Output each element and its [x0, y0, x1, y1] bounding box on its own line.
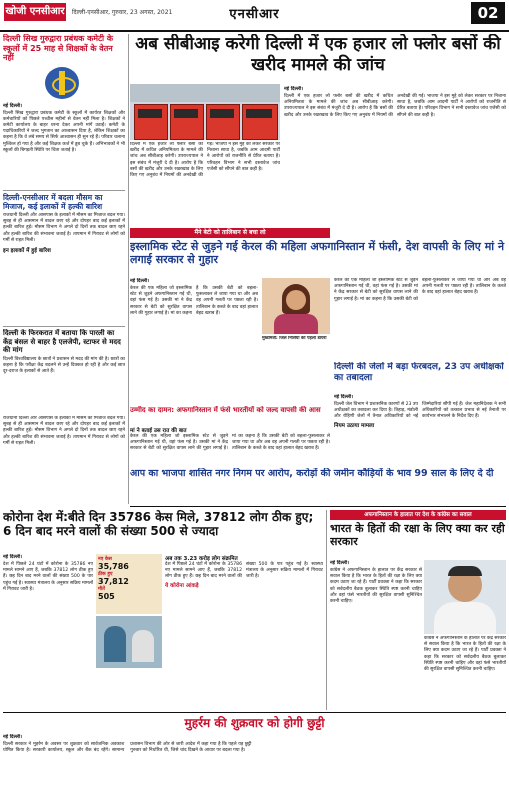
- covid-stat-value-1: 35,786: [98, 562, 129, 571]
- story-posting-subhead: नियम उठाया मामला: [334, 422, 375, 429]
- story-afghan-headline-block: [330, 522, 506, 558]
- woman-portrait-photo: [262, 278, 330, 334]
- story-covid-headline-block: [3, 510, 323, 552]
- section-title: एनसीआर: [229, 7, 280, 22]
- story-posting-headline-block: [334, 362, 506, 392]
- covid-stat-value-3: 505: [98, 592, 115, 601]
- story-afghan-banner: अफगानिस्तान के हालात पर देश के कांग्रेस का सवाल: [330, 510, 506, 520]
- story-weather-body-continued: राजधानी दिल्ली और आसपास के इलाकों में मौसम का मिजाज बदल गया। सुबह से ही आसमान में बादल छाए रहे और दोपहर बाद कई इलाकों में हल्की बारिश हुई। मौसम विभाग ने अगले दो दिनों तक बादल छाए रहने और हल्की बारिश की संभावना जताई है। तापमान में गिरावट से लोगों को गर्मी से राहत मिली।: [3, 416, 125, 446]
- politician-portrait-photo: [424, 560, 506, 634]
- story-muharram-headline: मुहर्रम की शुक्रवार को होगी छुट्टी: [184, 716, 325, 730]
- story-kerala-body-right: [334, 278, 506, 360]
- newspaper-logo: खोजी एनसीआर: [4, 3, 66, 21]
- story-kerala-caption: मुख्यमंत्री: जिले निशिया की पहला डायरी: [262, 336, 327, 341]
- story-student-headline: दिल्ली के फिरकरात में बताया कि पारली का केंद्र बंसल से बाहर है एलजेपी, स्टाफर से मदद की मांग: [3, 329, 121, 354]
- page-number: 02: [471, 2, 505, 24]
- story-covid-body-block: [3, 554, 93, 714]
- masthead: [0, 0, 509, 32]
- story-kerala-subhead: उम्मीद का दामन: अफगानिस्तान में फंसे भारतीयों को जल्द वापसी की आस: [130, 406, 321, 414]
- story-covid-byline: नई दिल्ली।: [3, 555, 22, 560]
- story-afghan-headline: भारत के हितों की रक्षा के लिए क्या कर रही सरकार: [330, 522, 505, 548]
- bus-depot-photo: [130, 84, 280, 140]
- story-weather-subhead: इन इलाकों में हुई बारिश: [3, 248, 51, 255]
- story-covid-subhead2: ये कोरोना आंकड़े: [165, 582, 199, 589]
- story-kerala-subhead-block: [130, 406, 330, 424]
- story-kerala-body-continued: केरल की एक महिला जो इस्लामिक स्टेट से जुड़ने अफगानिस्तान गई थी, वहां फंस गई है। उसकी मां ने केंद्र सरकार से बेटी को सुरक्षित वापस लाने की गुहार लगाई है। मां का कहना है कि उसकी बेटी को बहला-फुसलाकर ले जाया गया था और अब वह अपनी गलती पर पछता रही है। तालिबान के कब्जे के बाद वहां हालात बेहद खराब हैं।: [334, 278, 506, 302]
- story-teachers-photo: [3, 65, 125, 101]
- story-bus-byline: नई दिल्ली।: [284, 87, 303, 92]
- story-kerala-headline: इस्लामिक स्टेट से जुड़ने गई केरल की महिला अफगानिस्तान में फंसी, देश वापसी के लिए मां ने लगाई सरकार से गुहार: [130, 240, 505, 266]
- story-afghan-byline: नई दिल्ली।: [330, 561, 349, 566]
- covid-stat-label-1: नए केस: [98, 557, 112, 562]
- story-afghan-body: कांग्रेस ने अफगानिस्तान के हालात पर केंद्र सरकार से सवाल किया है कि भारत के हितों की रक्षा के लिए क्या कदम उठाए जा रहे हैं। पार्टी प्रवक्ता ने कहा कि सरकार को सर्वदलीय बैठक बुलाकर स्थिति स्पष्ट करनी चाहिए और वहां फंसे भारतीयों की सुरक्षित वापसी सुनिश्चित करनी चाहिए।: [330, 568, 422, 605]
- story-student-body: दिल्ली विश्वविद्यालय के छात्रों ने प्रशासन से मदद की मांग की है। छात्रों का कहना है कि परीक्षा केंद्र बदलने से उन्हें दिक्कत हो रही है और कई छात्र दूर-दराज के इलाकों से आते हैं।: [3, 356, 125, 374]
- story-bus-headline-block: [130, 34, 506, 84]
- story-bus-body: दिल्ली में एक हजार लो फ्लोर बसों की खरीद में कथित अनियमितता के मामले की जांच अब सीबीआइ करेगी। उपराज्यपाल ने इस संबंध में मंजूरी दे दी है। आरोप है कि बसों की खरीद और उनके रखरखाव के लिए किए गए अनुबंध में नियमों की अनदेखी की गई। भाजपा ने इस मुद्दे को लेकर सरकार पर निशाना साधा है, जबकि आम आदमी पार्टी ने आरोपों को राजनीति से प्रेरित बताया है। परिवहन विभाग ने सभी दस्तावेज जांच एजेंसी को सौंपने की बात कही है।: [284, 94, 506, 118]
- covid-stats-box: [96, 554, 162, 614]
- story-kerala-lower-body: केरल की एक महिला जो इस्लामिक स्टेट से जुड़ने अफगानिस्तान गई थी, वहां फंस गई है। उसकी मां ने केंद्र सरकार से बेटी को सुरक्षित वापस लाने की गुहार लगाई है। मां का कहना है कि उसकी बेटी को बहला-फुसलाकर ले जाया गया था और अब वह अपनी गलती पर पछता रही है। तालिबान के कब्जे के बाद वहां हालात बेहद खराब हैं।: [130, 434, 330, 452]
- story-weather-headline: दिल्ली-एनसीआर में बदला मौसम का मिजाज, कई इलाकों में हल्की बारिश: [3, 193, 103, 211]
- khanda-emblem-icon: [45, 67, 79, 99]
- story-afghan-body-continued: कांग्रेस ने अफगानिस्तान के हालात पर केंद्र सरकार से सवाल किया है कि भारत के हितों की रक्षा के लिए क्या कदम उठाए जा रहे हैं। पार्टी प्रवक्ता ने कहा कि सरकार को सर्वदलीय बैठक बुलाकर स्थिति स्पष्ट करनी चाहिए और वहां फंसे भारतीयों की सुरक्षित वापसी सुनिश्चित करनी चाहिए।: [424, 636, 506, 673]
- dateline: दिल्ली-एनसीआर, गुरुवार, 23 अगस्त, 2021: [72, 9, 173, 16]
- story-covid-body-continued: देश में पिछले 24 घंटों में कोरोना के 35786 नए मामले सामने आए हैं, जबकि 37812 लोग ठीक हुए हैं। छह दिन बाद मरने वालों की संख्या 500 के पार पहुंच गई है। स्वास्थ्य मंत्रालय के अनुसार सक्रिय मामलों में गिरावट जारी है।: [165, 562, 323, 580]
- story-bjp-headline: आप का भाजपा शासित नगर निगम पर आरोप, करोड़ों की जमीन कौड़ियों के भाव 99 साल के लिए दे दी: [130, 468, 494, 479]
- story-bus-body-left: [130, 142, 280, 226]
- story-teachers-headline: दिल्ली सिख गुरुद्वारा प्रबंधक कमेटी के स्कूलों में 25 माह से शिक्षकों के वेतन नहीं: [3, 34, 114, 62]
- story-bus-body-block: [284, 86, 506, 226]
- story-weather-extra: [3, 416, 125, 504]
- story-kerala-banner: मैंने बेटी को तालिबान से बचा लो: [130, 228, 330, 238]
- story-teachers: [3, 34, 125, 189]
- story-teachers-byline: नई दिल्ली।: [3, 103, 22, 109]
- story-bus-headline: अब सीबीआइ करेगी दिल्ली में एक हजार लो फ्लोर बसों की खरीद मामले की जांच: [135, 34, 501, 75]
- story-kerala-subhead2: मां ने बताई उस रात की बात: [130, 428, 187, 434]
- vaccination-photo: [96, 616, 162, 668]
- story-covid-headline: कोरोना देश में:बीते दिन 35786 केस मिले, 37812 लोग ठीक हुए; 6 दिन बाद मरने वालों की संख्या 500 से ज्यादा: [3, 510, 314, 538]
- story-afghan-body-block: [330, 560, 422, 710]
- story-kerala-caption-block: [262, 336, 330, 352]
- covid-stat-value-2: 37,812: [98, 577, 129, 586]
- story-muharram-headline-block: [3, 716, 506, 732]
- covid-stat-label-2: ठीक हुए: [98, 572, 113, 577]
- story-bjp-headline-block: [130, 468, 506, 506]
- covid-stat-label-3: मौतें: [98, 587, 105, 592]
- story-posting-byline: नई दिल्ली।: [334, 395, 353, 400]
- story-muharram-byline: नई दिल्ली।: [3, 735, 22, 740]
- story-teachers-body: दिल्ली सिख गुरुद्वारा प्रबंधक कमेटी के स्कूलों में कार्यरत शिक्षकों और कर्मचारियों को पिछले पच्चीस महीनों से वेतन नहीं मिला है। शिक्षकों ने कमेटी कार्यालय के बाहर धरना देकर अपनी मांगें उठाईं। कमेटी के पदाधिकारियों ने जल्द भुगतान का आश्वासन दिया है, लेकिन शिक्षकों का कहना है कि वे लंबे समय से सिर्फ आश्वासन ही सुन रहे हैं। परिवार चलाना मुश्किल हो गया है और कई शिक्षक कर्ज में डूब चुके हैं। अभिभावकों ने भी स्कूलों की बिगड़ती स्थिति पर चिंता जताई है।: [3, 110, 125, 153]
- story-student: [3, 329, 125, 414]
- story-afghan-body-right: [424, 636, 506, 710]
- story-posting-body: दिल्ली जेल विभाग ने प्रशासनिक कारणों से 23 उप अधीक्षकों का तबादला कर दिया है। तिहाड़, मंडोली और रोहिणी जेलों में तैनात अधिकारियों को नई जिम्मेदारियां सौंपी गई हैं। जेल महानिदेशक ने सभी अधिकारियों को तत्काल प्रभाव से नई तैनाती पर कार्यभार संभालने के निर्देश दिए हैं।: [334, 402, 506, 420]
- story-covid-subhead: अब तक 3.23 करोड़ लोग संक्रमित: [165, 556, 238, 562]
- story-muharram-body: दिल्ली सरकार ने मुहर्रम के अवसर पर शुक्रवार को सार्वजनिक अवकाश घोषित किया है। सरकारी कार्यालय, स्कूल और बैंक बंद रहेंगे। सामान्य प्रशासन विभाग की ओर से जारी आदेश में कहा गया है कि पहले यह छुट्टी गुरुवार को निर्धारित थी, जिसे चांद दिखने के आधार पर बदला गया है।: [3, 742, 252, 754]
- story-bus-body-continued: दिल्ली में एक हजार लो फ्लोर बसों की खरीद में कथित अनियमितता के मामले की जांच अब सीबीआइ करेगी। उपराज्यपाल ने इस संबंध में मंजूरी दे दी है। आरोप है कि बसों की खरीद और उनके रखरखाव के लिए किए गए अनुबंध में नियमों की अनदेखी की गई। भाजपा ने इस मुद्दे को लेकर सरकार पर निशाना साधा है, जबकि आम आदमी पार्टी ने आरोपों को राजनीति से प्रेरित बताया है। परिवहन विभाग ने सभी दस्तावेज जांच एजेंसी को सौंपने की बात कही है।: [130, 142, 280, 179]
- story-weather-body: राजधानी दिल्ली और आसपास के इलाकों में मौसम का मिजाज बदल गया। सुबह से ही आसमान में बादल छाए रहे और दोपहर बाद कई इलाकों में हल्की बारिश हुई। मौसम विभाग ने अगले दो दिनों तक बादल छाए रहने और हल्की बारिश की संभावना जताई है। तापमान में गिरावट से लोगों को गर्मी से राहत मिली।: [3, 213, 125, 243]
- story-muharram-body-block: [3, 734, 506, 798]
- story-kerala-body: केरल की एक महिला जो इस्लामिक स्टेट से जुड़ने अफगानिस्तान गई थी, वहां फंस गई है। उसकी मां ने केंद्र सरकार से बेटी को सुरक्षित वापस लाने की गुहार लगाई है। मां का कहना है कि उसकी बेटी को बहला-फुसलाकर ले जाया गया था और अब वह अपनी गलती पर पछता रही है। तालिबान के कब्जे के बाद वहां हालात बेहद खराब हैं।: [130, 286, 258, 316]
- story-covid-body: देश में पिछले 24 घंटों में कोरोना के 35786 नए मामले सामने आए हैं, जबकि 37812 लोग ठीक हुए हैं। छह दिन बाद मरने वालों की संख्या 500 के पार पहुंच गई है। स्वास्थ्य मंत्रालय के अनुसार सक्रिय मामलों में गिरावट जारी है।: [3, 562, 93, 592]
- story-kerala-body-block: [130, 278, 258, 404]
- story-covid-body-right: [165, 554, 323, 714]
- story-kerala-headline-block: [130, 240, 506, 276]
- story-kerala-byline: नई दिल्ली।: [130, 279, 149, 284]
- story-weather: [3, 193, 125, 323]
- story-posting-headline: दिल्ली की जेलों में बड़ा फेरबदल, 23 उप अधीक्षकों का तबादला: [334, 362, 504, 383]
